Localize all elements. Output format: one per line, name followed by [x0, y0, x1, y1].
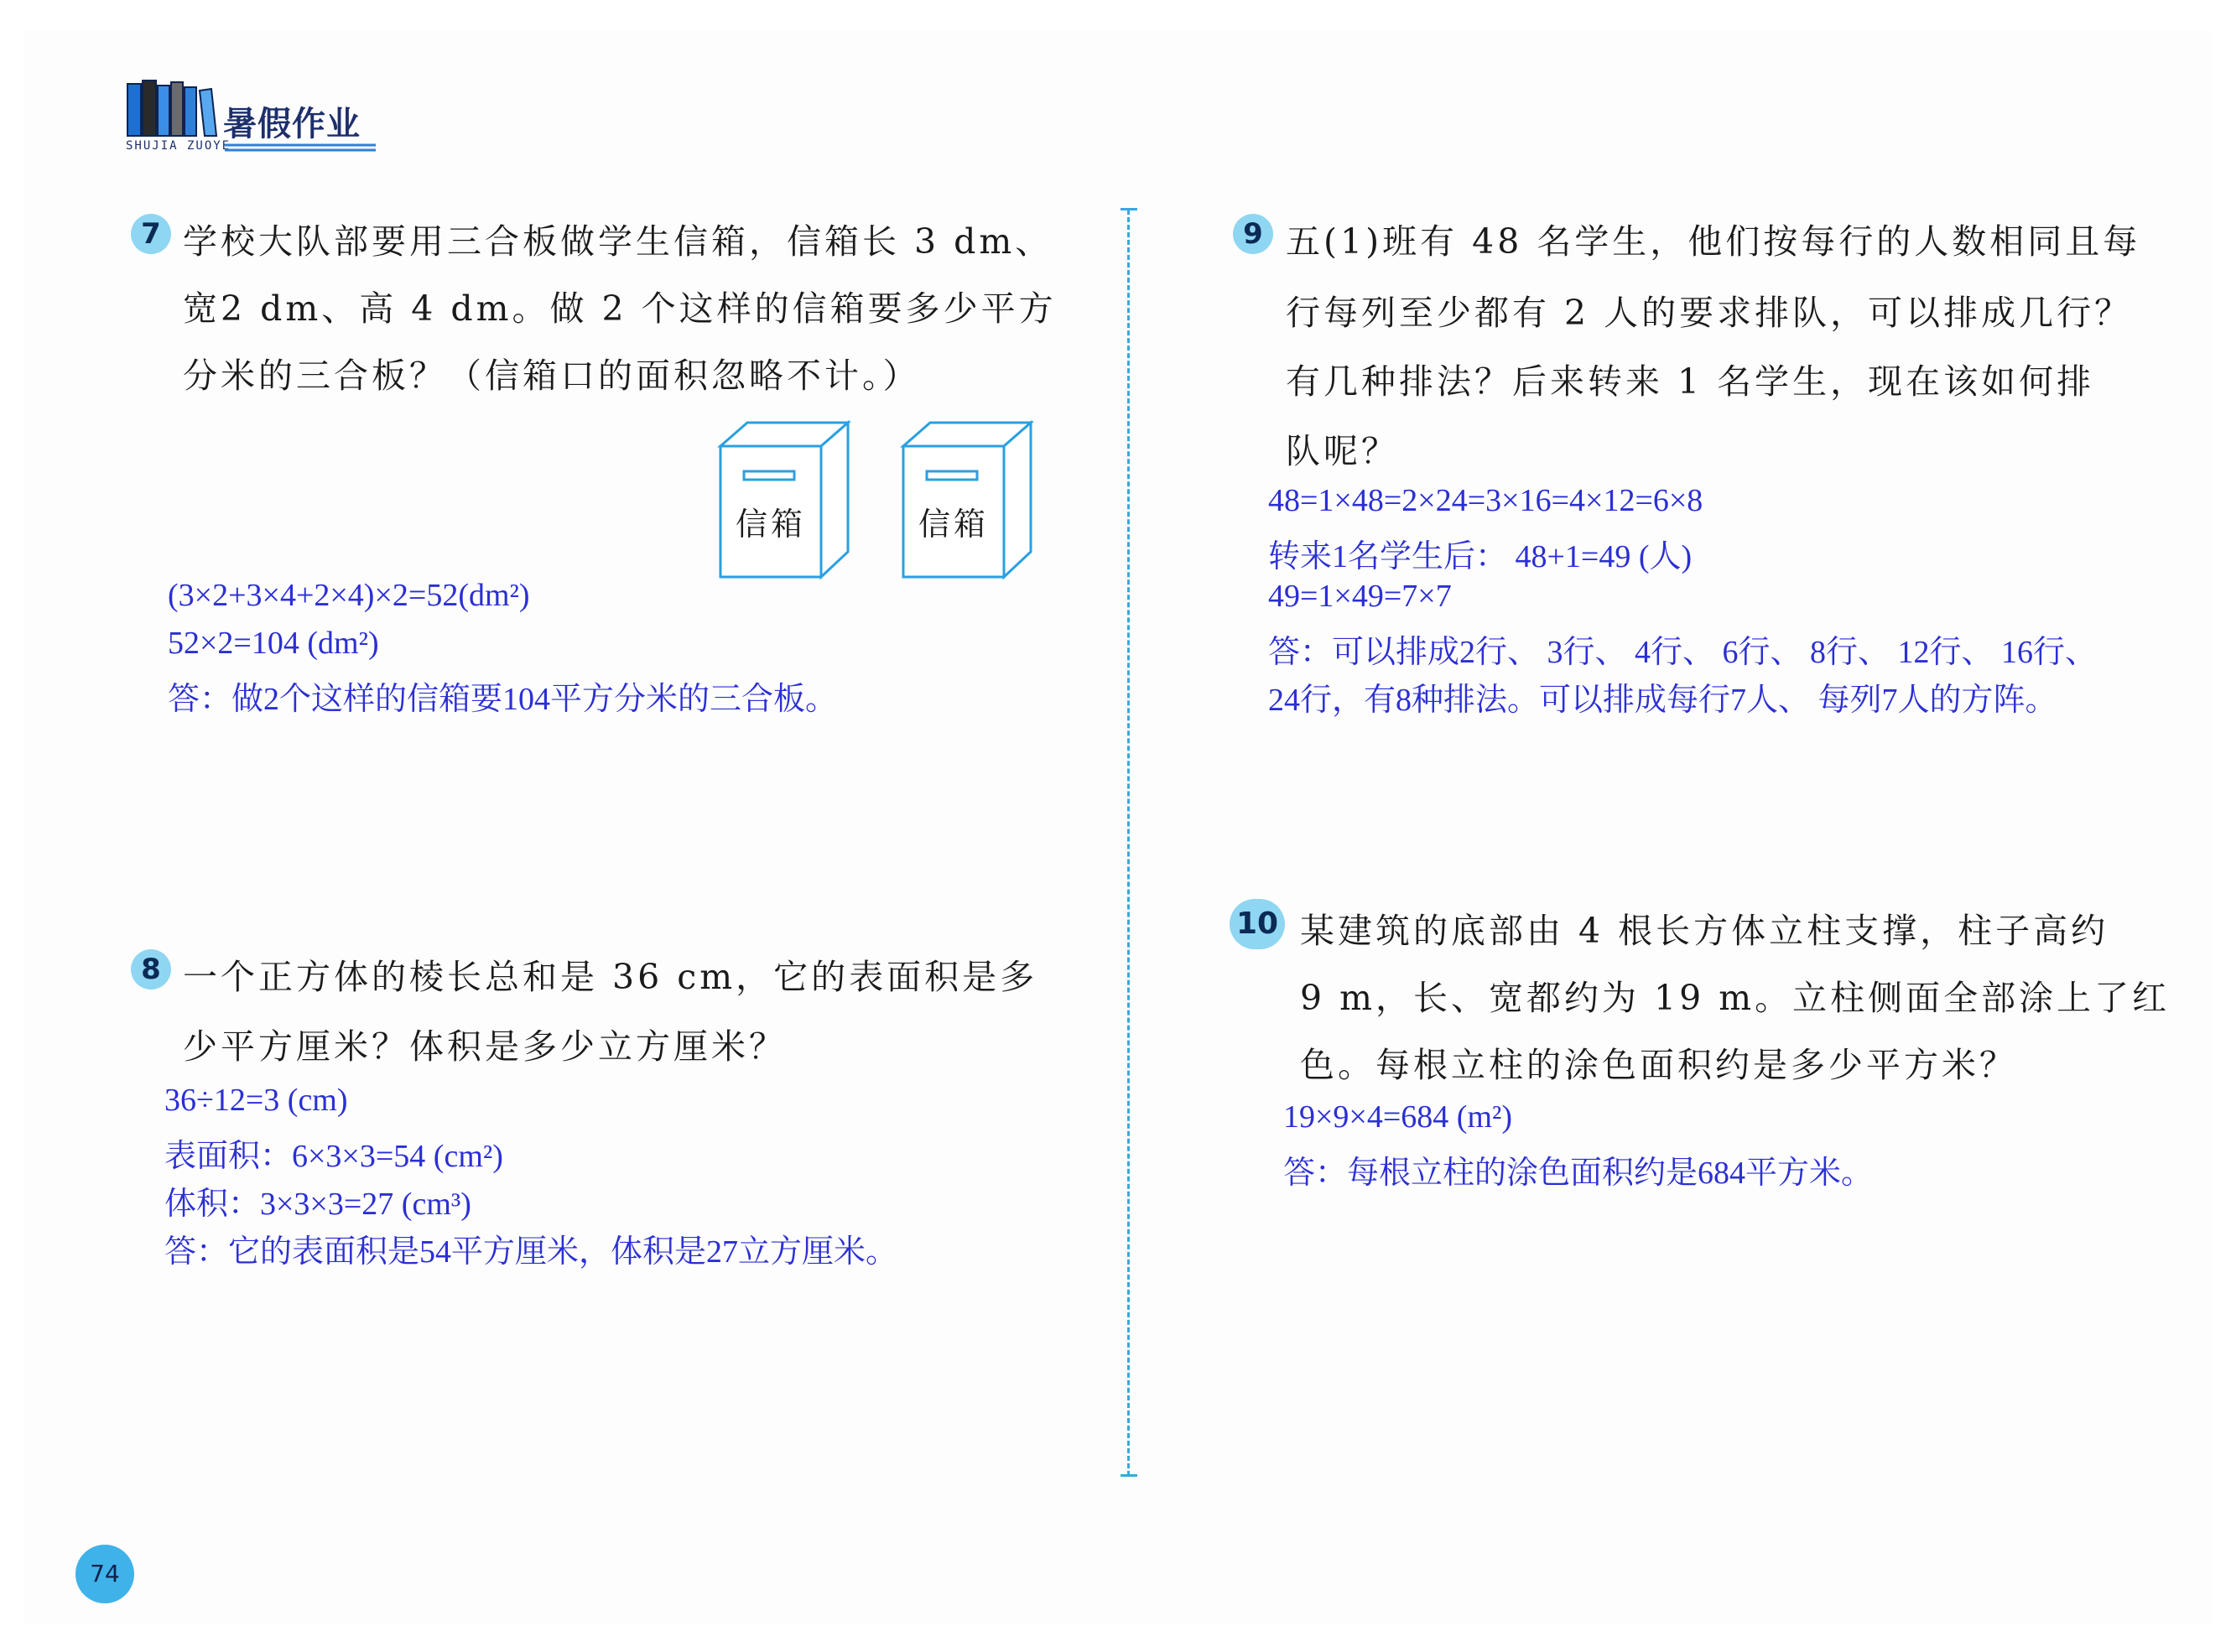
problem-9-answer-3: 49=1×49=7×7	[1268, 579, 1452, 614]
problem-8-answer-4: 答：它的表面积是54平方厘米，体积是27立方厘米。	[164, 1234, 898, 1270]
problem-10-badge: 10	[1230, 899, 1285, 949]
problem-8-line-1: 一个正方体的棱长总和是 36 cm，它的表面积是多	[183, 957, 1038, 997]
header-logo	[126, 75, 377, 155]
problem-8-answer-3: 体积：3×3×3=27 (cm³)	[164, 1187, 471, 1222]
mailbox-label-1: 信箱	[736, 506, 807, 543]
problem-9-answer-2: 转来1名学生后： 48+1=49 (人)	[1268, 539, 1693, 574]
divider-top-cap	[1121, 208, 1137, 210]
column-divider	[1127, 210, 1130, 1476]
header-title: 暑假作业	[223, 105, 361, 143]
problem-7-answer-2: 52×2=104 (dm²)	[168, 626, 379, 661]
problem-9-answer-1: 48=1×48=2×24=3×16=4×12=6×8	[1268, 483, 1703, 518]
books-icon	[126, 79, 218, 138]
problem-8-answer-2: 表面积：6×3×3=54 (cm²)	[164, 1139, 503, 1174]
problem-9-line-3: 有几种排法？后来转来 1 名学生，现在该如何排	[1286, 361, 2095, 402]
problem-10-line-3: 色。每根立柱的涂色面积约是多少平方米？	[1300, 1045, 2017, 1085]
problem-10-answer-2: 答：每根立柱的涂色面积约是684平方米。	[1283, 1156, 1874, 1191]
problem-9-line-2: 行每列至少都有 2 人的要求排队，可以排成几行？	[1286, 293, 2133, 333]
page-number: 74	[75, 1545, 134, 1603]
problem-7-line-2: 宽2 dm、高 4 dm。做 2 个这样的信箱要多少平方	[183, 288, 1057, 329]
problem-10-line-2: 9 m，长、宽都约为 19 m。立柱侧面全部涂上了红	[1300, 978, 2171, 1018]
problem-9-answer-5: 24行，有8种排法。可以排成每行7人、 每列7人的方阵。	[1268, 683, 2057, 718]
problem-7-answer-1: (3×2+3×4+2×4)×2=52(dm²)	[168, 578, 530, 613]
header-subtitle: SHUJIA ZUOYE	[126, 139, 231, 153]
problem-8-answer-1: 36÷12=3 (cm)	[164, 1083, 348, 1118]
problem-7-line-1: 学校大队部要用三合板做学生信箱，信箱长 3 dm、	[183, 221, 1053, 262]
problem-8-badge: 8	[131, 949, 171, 990]
divider-bottom-cap	[1121, 1474, 1137, 1477]
problem-9-line-1: 五(1)班有 48 名学生，他们按每行的人数相同且每	[1286, 221, 2141, 262]
header-underline	[225, 143, 376, 153]
workbook-page	[23, 30, 2213, 1623]
problem-10-answer-1: 19×9×4=684 (m²)	[1283, 1099, 1513, 1135]
problem-9-line-4: 队呢？	[1286, 431, 1399, 471]
problem-7-line-3: 分米的三合板？（信箱口的面积忽略不计。）	[183, 356, 921, 396]
problem-10-line-1: 某建筑的底部由 4 根长方体立柱支撑，柱子高约	[1300, 911, 2109, 951]
problem-7-badge: 7	[131, 214, 171, 254]
problem-9-answer-4: 答：可以排成2行、 3行、 4行、 6行、 8行、 12行、 16行、	[1268, 635, 2098, 670]
mailbox-label-2: 信箱	[918, 506, 990, 543]
problem-7-answer-3: 答：做2个这样的信箱要104平方分米的三合板。	[168, 682, 838, 717]
problem-9-badge: 9	[1233, 214, 1273, 254]
problem-8-line-2: 少平方厘米？体积是多少立方厘米？	[183, 1026, 787, 1067]
